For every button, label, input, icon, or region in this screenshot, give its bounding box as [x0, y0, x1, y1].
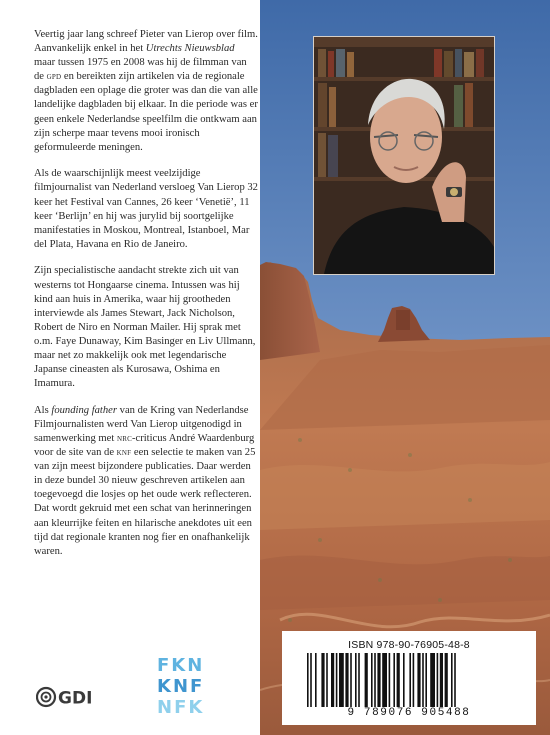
- blurb-text: [34, 28, 258, 571]
- knf-row-3: NFK: [157, 697, 205, 718]
- barcode-bar: [437, 653, 439, 707]
- p1-segment: en bereikten zijn artikelen via de regionale dagbladen een oplage die groter was dan die van alle landelijke dagbladen bij elkaar. In die periode was er geen enkele Nederlandse speelfilm die ontkwam aan zijn scherpe maar tevens mooi ironisch geformuleerde meningen.: [34, 71, 258, 153]
- barcode-bar: [321, 653, 324, 707]
- knf-row-2: KNF: [157, 676, 205, 697]
- barcode-bar: [403, 653, 405, 707]
- founding-father-phrase: founding father: [51, 404, 117, 416]
- paragraph-3: Zijn specialistische aandacht strekte zich uit van westerns tot Hongaarse cinema. Intussen was hij kind aan huis in Amerika, waar hij grootheden interviewde als James Stewart, Jack Nicholson, Robert de Niro en Norman Mailer. Hij sprak met o.m. Faye Dunaway, Kim Basinger en Liv Ullmann, maar net zo makkelijk ook met legendarische Japanse cineasten als Kurosawa, Oshima en Imamura.: [34, 265, 256, 390]
- barcode-bar: [307, 653, 309, 707]
- barcode-bar: [393, 653, 395, 707]
- knf-logo-row: [157, 697, 227, 718]
- barcode-bar: [451, 653, 453, 707]
- barcode-bar: [331, 653, 334, 707]
- barcode-bars: [307, 653, 511, 707]
- barcode-bar: [355, 653, 357, 707]
- barcode-bar: [358, 653, 360, 707]
- barcode-bar: [336, 653, 338, 707]
- p1-segment: maar tussen 1975 en 2008 was hij de filmman van de: [34, 57, 247, 83]
- barcode-bar: [382, 653, 387, 707]
- barcode-bar: [454, 653, 456, 707]
- barcode-bar: [440, 653, 443, 707]
- p4-segment: Als: [34, 404, 52, 416]
- barcode-bar: [371, 653, 373, 707]
- barcode-bar: [413, 653, 415, 707]
- knf-logo-row: [157, 655, 227, 676]
- paragraph-4: [34, 404, 258, 559]
- barcode-bar: [430, 653, 435, 707]
- barcode-bar: [389, 653, 391, 707]
- isbn-label: ISBN 978-90-76905-48-8: [348, 639, 470, 651]
- back-cover-text-panel: [0, 0, 260, 735]
- barcode-bar: [350, 653, 352, 707]
- paragraph-2: Als de waarschijnlijk meest veelzijdige filmjournalist van Nederland versloeg Van Lierop 32 keer het Festival van Cannes, 26 keer ‘Venetië’, 11 keer ‘Berlijn’ en hij was jurylid bij soortgelijke manifestaties in Moskou, Montreal, Istanboel, Mar del Plata, Havana en Rio de Janeiro.: [34, 168, 258, 250]
- barcode-bar: [365, 653, 368, 707]
- barcode-bar: [374, 653, 376, 707]
- paragraph-1: [34, 28, 258, 155]
- knf-row-1: FKN: [157, 655, 205, 676]
- gpd-acronym: gpd: [46, 71, 62, 83]
- barcode-bar: [310, 653, 312, 707]
- p1-segment: Veertig jaar lang schreef Pieter van Lierop over film. Aanvankelijk enkel in het: [34, 29, 258, 55]
- p4-segment: -criticus André Waardenburg voor de site van de: [34, 432, 255, 459]
- barcode-bar: [409, 653, 411, 707]
- p4-segment: van de Kring van Nederlandse Filmjournalisten werd Van Lierop uitgenodigd in samenwerking met: [34, 404, 249, 444]
- barcode-bar: [315, 653, 317, 707]
- barcode-bar: [377, 653, 380, 707]
- nrc-acronym: nrc: [116, 432, 132, 444]
- barcode-bar: [326, 653, 328, 707]
- barcode-bar: [397, 653, 400, 707]
- author-portrait: [313, 36, 495, 275]
- barcode-bar: [339, 653, 344, 707]
- knf-logo-row: [157, 676, 227, 697]
- gdi-logo: [36, 685, 116, 709]
- barcode-bar: [417, 653, 420, 707]
- p4-segment: een selectie te maken van 25 van zijn meest bijzondere publicaties. Daar werden in deze bundel 30 nieuw geschreven artikelen aan toegevoegd die losjes op het oude werk reflecteren. Dat wordt gekruid met een schat van herinneringen aan kleurrijke feiten en hilarische anekdotes uit een tijd dat regionale kranten nog fier en onafhankelijk waren.: [34, 447, 256, 557]
- author-portrait-image: [314, 37, 494, 274]
- gdi-logo-text: GDI: [58, 688, 93, 709]
- isbn-barcode: [282, 631, 536, 725]
- barcode-bar: [425, 653, 427, 707]
- barcode-bar: [345, 653, 348, 707]
- newspaper-title: Utrechts Nieuwsblad: [145, 43, 235, 55]
- publisher-logos: [34, 652, 234, 722]
- knf-logo: [157, 655, 227, 718]
- barcode-bar: [445, 653, 448, 707]
- knf-acronym: knf: [116, 447, 132, 459]
- barcode-bar: [422, 653, 424, 707]
- isbn-digits: 9 789076 905488: [347, 707, 471, 719]
